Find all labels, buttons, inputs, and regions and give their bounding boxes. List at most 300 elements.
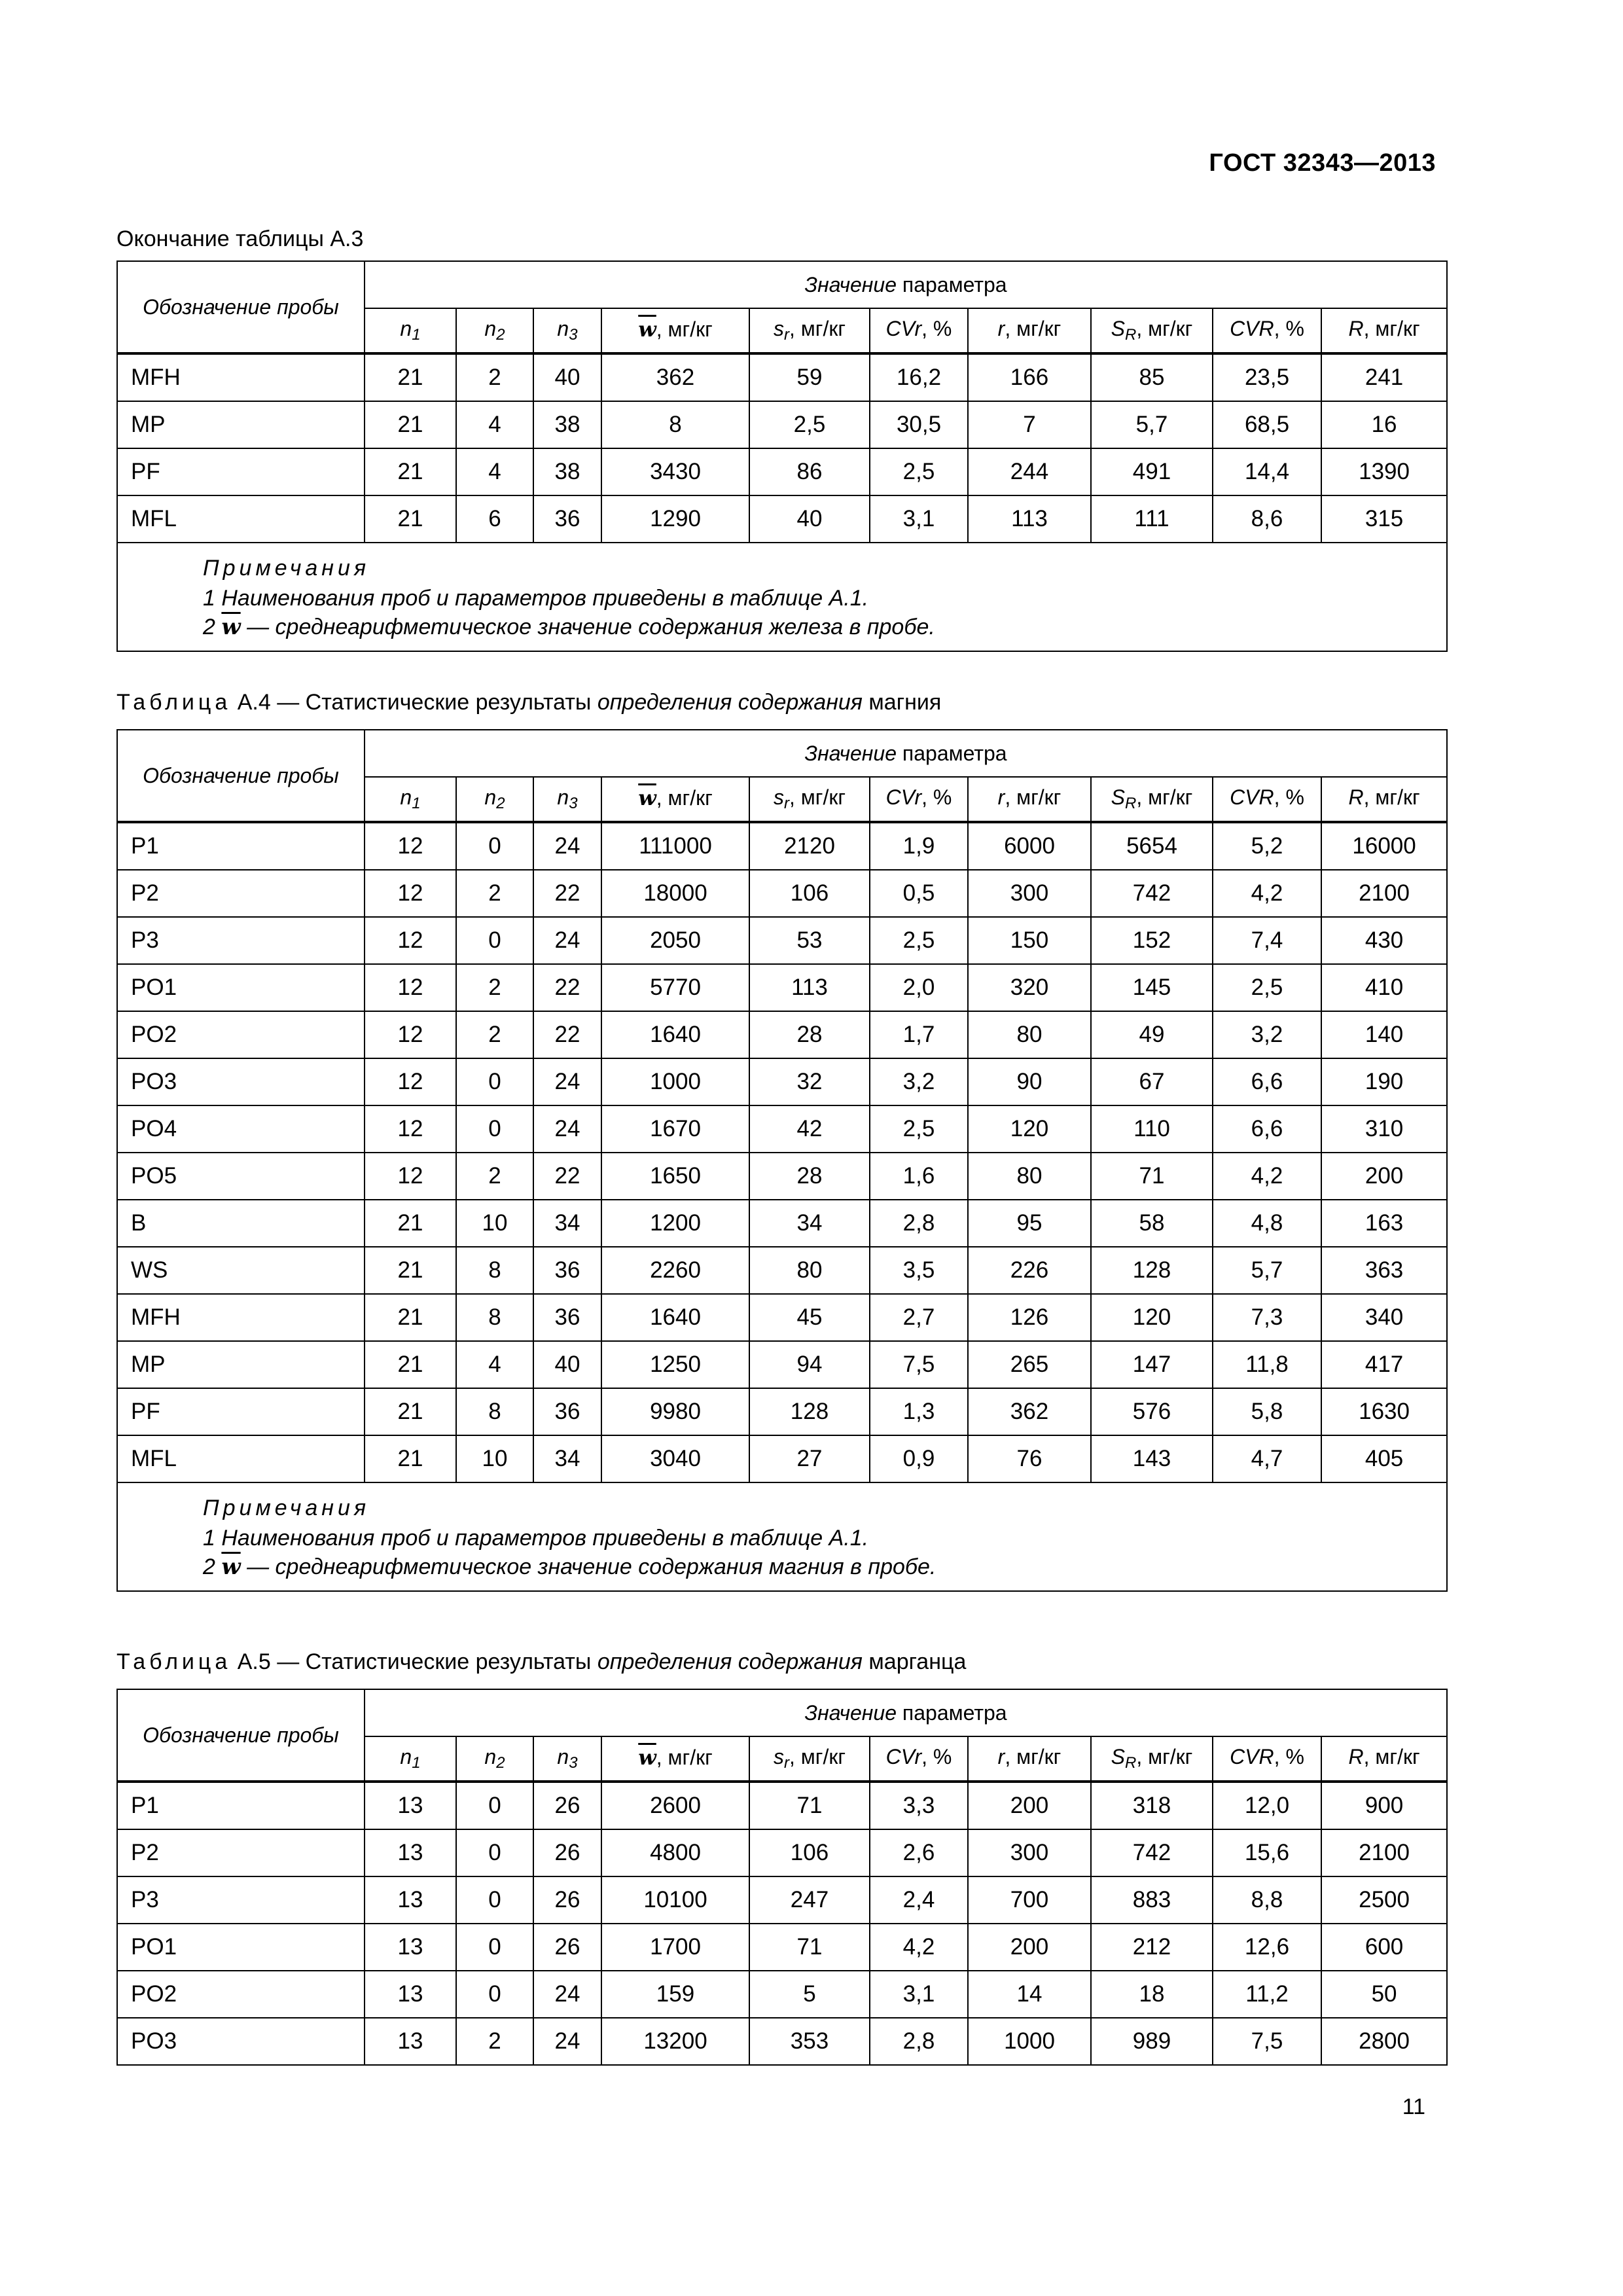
table-row (117, 401, 1447, 448)
value-cell-n2: 0 (456, 1971, 533, 2018)
table-row (117, 1924, 1447, 1971)
value-cell-sr: 152 (1091, 917, 1213, 964)
value-cell-n1: 12 (365, 870, 456, 917)
value-cell-r: 226 (968, 1247, 1091, 1294)
value-cell-cvr: 4,2 (870, 1924, 968, 1971)
value-cell-cvr: 1,9 (870, 822, 968, 870)
value-cell-sr: 212 (1091, 1924, 1213, 1971)
value-cell-n2: 2 (456, 1011, 533, 1058)
value-cell-r: 120 (968, 1105, 1091, 1153)
value-cell-n2: 2 (456, 964, 533, 1011)
value-cell-n1: 13 (365, 1924, 456, 1971)
table-row (117, 1105, 1447, 1153)
value-cell-sr: 318 (1091, 1782, 1213, 1829)
value-cell-n3: 22 (533, 870, 601, 917)
sample-name-cell: PF (117, 1388, 365, 1435)
value-cell-r: 163 (1321, 1200, 1447, 1247)
value-cell-n3: 38 (533, 448, 601, 495)
value-cell-w: 2600 (601, 1782, 749, 1829)
notes-title: Примечания (203, 556, 370, 581)
value-cell-r: 150 (968, 917, 1091, 964)
column-unit: , мг/кг (1005, 785, 1061, 809)
table-row (117, 822, 1447, 870)
table-a5-caption (116, 1649, 966, 1675)
column-unit: , мг/кг (1005, 1745, 1061, 1768)
note-2 (203, 613, 1446, 641)
table-row (117, 1247, 1447, 1294)
value-cell-r: 2100 (1321, 870, 1447, 917)
column-symbol: r (997, 1745, 1005, 1768)
value-cell-n3: 34 (533, 1200, 601, 1247)
column-subscript: 1 (412, 326, 421, 344)
column-unit: , мг/кг (1363, 785, 1420, 809)
column-symbol: n (400, 317, 412, 340)
value-cell-cvr: 4,8 (1213, 1200, 1321, 1247)
value-cell-cvr: 3,5 (870, 1247, 968, 1294)
value-cell-r: 6000 (968, 822, 1091, 870)
value-cell-w: 1650 (601, 1153, 749, 1200)
column-symbol: n (557, 1745, 569, 1768)
column-header-cvr (870, 1736, 968, 1782)
value-cell-sr: 28 (749, 1011, 870, 1058)
column-unit: , мг/кг (789, 1745, 846, 1768)
value-cell-r: 600 (1321, 1924, 1447, 1971)
value-cell-n3: 24 (533, 917, 601, 964)
sample-name-cell: MP (117, 401, 365, 448)
value-cell-n2: 0 (456, 822, 533, 870)
value-cell-sr: 18 (1091, 1971, 1213, 2018)
value-cell-sr: 5 (749, 1971, 870, 2018)
value-cell-cvr: 2,6 (870, 1829, 968, 1876)
value-cell-w: 13200 (601, 2018, 749, 2065)
value-cell-n3: 26 (533, 1876, 601, 1924)
parameter-group-header (365, 730, 1447, 777)
value-cell-r: 140 (1321, 1011, 1447, 1058)
value-cell-cvr: 16,2 (870, 353, 968, 401)
sample-name-cell: PO2 (117, 1971, 365, 2018)
value-cell-cvr: 0,9 (870, 1435, 968, 1482)
column-header-cvr (1213, 777, 1321, 822)
notes-row (117, 543, 1447, 651)
column-symbol: CVr (885, 317, 922, 340)
table-a5 (116, 1689, 1448, 2066)
sample-name-cell: MFL (117, 495, 365, 543)
value-cell-w: 3430 (601, 448, 749, 495)
value-cell-cvr: 4,7 (1213, 1435, 1321, 1482)
value-cell-n3: 36 (533, 495, 601, 543)
value-cell-n2: 0 (456, 1876, 533, 1924)
caption-table-word: Таблица (116, 690, 232, 715)
sample-name-cell: MFH (117, 353, 365, 401)
table-row (117, 1435, 1447, 1482)
header-row (117, 730, 1447, 777)
value-cell-r: 244 (968, 448, 1091, 495)
value-cell-sr: 67 (1091, 1058, 1213, 1105)
value-cell-r: 410 (1321, 964, 1447, 1011)
sample-name-cell: PO4 (117, 1105, 365, 1153)
value-cell-sr: 576 (1091, 1388, 1213, 1435)
value-cell-r: 900 (1321, 1782, 1447, 1829)
column-header-w (601, 1736, 749, 1782)
table-row (117, 495, 1447, 543)
value-cell-sr: 106 (749, 1829, 870, 1876)
note-2-text: — среднеарифметическое значение содержания железа в пробе. (240, 615, 935, 639)
value-cell-r: 200 (968, 1924, 1091, 1971)
value-cell-cvr: 7,5 (870, 1341, 968, 1388)
column-symbol: r (997, 317, 1005, 340)
sample-name-cell: P1 (117, 1782, 365, 1829)
value-cell-n3: 40 (533, 353, 601, 401)
value-cell-n3: 40 (533, 1341, 601, 1388)
table-notes (117, 1482, 1447, 1591)
column-unit: , мг/кг (656, 785, 713, 810)
note-2-number: 2 (203, 1554, 215, 1579)
value-cell-w: 9980 (601, 1388, 749, 1435)
column-unit: , % (921, 1745, 952, 1768)
value-cell-w: 5770 (601, 964, 749, 1011)
table-row (117, 1294, 1447, 1341)
value-cell-n2: 10 (456, 1200, 533, 1247)
column-subscript: 1 (412, 795, 421, 812)
table-row (117, 1876, 1447, 1924)
value-cell-r: 166 (968, 353, 1091, 401)
value-cell-cvr: 11,2 (1213, 1971, 1321, 2018)
value-cell-r: 340 (1321, 1294, 1447, 1341)
value-cell-sr: 147 (1091, 1341, 1213, 1388)
column-unit: , % (1274, 1745, 1304, 1768)
caption-italic: определения содержания (597, 690, 863, 715)
value-cell-cvr: 12,6 (1213, 1924, 1321, 1971)
column-symbol: s (773, 785, 784, 809)
column-symbol: n (400, 785, 412, 809)
caption-number: А.4 — Статистические результаты (231, 690, 597, 715)
value-cell-cvr: 2,5 (870, 1105, 968, 1153)
value-cell-w: 1290 (601, 495, 749, 543)
value-cell-cvr: 4,2 (1213, 1153, 1321, 1200)
value-cell-n1: 21 (365, 1341, 456, 1388)
column-header-n3 (533, 777, 601, 822)
column-unit: , мг/кг (656, 1745, 713, 1769)
value-cell-n2: 2 (456, 353, 533, 401)
value-cell-cvr: 23,5 (1213, 353, 1321, 401)
value-cell-sr: 5,7 (1091, 401, 1213, 448)
value-cell-sr: 145 (1091, 964, 1213, 1011)
sample-name-cell: B (117, 1200, 365, 1247)
sample-header: Обозначение пробы (117, 730, 365, 822)
value-cell-n2: 6 (456, 495, 533, 543)
value-cell-n1: 21 (365, 495, 456, 543)
value-cell-n3: 24 (533, 1105, 601, 1153)
column-header-n2 (456, 308, 533, 353)
column-symbol: R (1348, 317, 1364, 340)
value-cell-w: 1640 (601, 1294, 749, 1341)
value-cell-n2: 0 (456, 1924, 533, 1971)
value-cell-r: 95 (968, 1200, 1091, 1247)
value-cell-w: 1000 (601, 1058, 749, 1105)
table-a3 (116, 260, 1448, 652)
column-header-r (1321, 308, 1447, 353)
value-cell-n3: 22 (533, 1153, 601, 1200)
sample-name-cell: WS (117, 1247, 365, 1294)
value-cell-n2: 2 (456, 870, 533, 917)
column-subscript: R (1124, 1754, 1137, 1772)
column-symbol: s (773, 1745, 784, 1768)
value-cell-cvr: 8,6 (1213, 495, 1321, 543)
column-unit: , мг/кг (656, 317, 713, 341)
value-cell-r: 300 (968, 870, 1091, 917)
value-cell-cvr: 15,6 (1213, 1829, 1321, 1876)
value-cell-sr: 883 (1091, 1876, 1213, 1924)
sample-name-cell: P1 (117, 822, 365, 870)
value-cell-r: 1390 (1321, 448, 1447, 495)
column-header-n1 (365, 308, 456, 353)
value-cell-sr: 120 (1091, 1294, 1213, 1341)
sample-name-cell: PO2 (117, 1011, 365, 1058)
table-row (117, 1200, 1447, 1247)
table-row (117, 448, 1447, 495)
header-row (117, 261, 1447, 308)
value-cell-n1: 13 (365, 2018, 456, 2065)
column-header-n2 (456, 1736, 533, 1782)
value-cell-n3: 22 (533, 964, 601, 1011)
sample-header: Обозначение пробы (117, 1689, 365, 1782)
column-subscript: 3 (569, 326, 578, 344)
value-cell-sr: 28 (749, 1153, 870, 1200)
value-cell-r: 14 (968, 1971, 1091, 2018)
value-cell-sr: 989 (1091, 2018, 1213, 2065)
value-cell-n1: 12 (365, 1105, 456, 1153)
value-cell-cvr: 5,2 (1213, 822, 1321, 870)
table-row (117, 870, 1447, 917)
column-symbol: $\overline{w}$ (638, 1744, 656, 1770)
notes-row (117, 1482, 1447, 1591)
value-cell-r: 1630 (1321, 1388, 1447, 1435)
value-cell-r: 362 (968, 1388, 1091, 1435)
column-symbol: CVR (1230, 317, 1274, 340)
group-rest: параметра (897, 741, 1007, 765)
column-unit: , % (921, 785, 952, 809)
value-cell-r: 90 (968, 1058, 1091, 1105)
value-cell-sr: 40 (749, 495, 870, 543)
column-symbol: $\overline{w}$ (638, 785, 656, 810)
column-unit: , мг/кг (1363, 317, 1420, 340)
caption-end: магния (862, 690, 942, 715)
value-cell-n1: 12 (365, 917, 456, 964)
column-subscript: 2 (496, 795, 505, 812)
header-row (117, 1689, 1447, 1736)
sample-name-cell: MFH (117, 1294, 365, 1341)
note-2-symbol: $\overline{w}$ (221, 1554, 241, 1580)
value-cell-n1: 21 (365, 448, 456, 495)
value-cell-n1: 13 (365, 1782, 456, 1829)
column-unit: , % (921, 317, 952, 340)
value-cell-sr: 59 (749, 353, 870, 401)
column-subscript: 3 (569, 1754, 578, 1772)
value-cell-w: 1250 (601, 1341, 749, 1388)
value-cell-w: 10100 (601, 1876, 749, 1924)
value-cell-w: 362 (601, 353, 749, 401)
group-rest: параметра (897, 272, 1007, 296)
value-cell-n2: 2 (456, 1153, 533, 1200)
column-unit: , % (1274, 785, 1304, 809)
value-cell-n1: 13 (365, 1829, 456, 1876)
value-cell-cvr: 6,6 (1213, 1058, 1321, 1105)
value-cell-r: 16 (1321, 401, 1447, 448)
column-header-n1 (365, 1736, 456, 1782)
column-header-w (601, 777, 749, 822)
column-header-sr (749, 777, 870, 822)
value-cell-n2: 4 (456, 401, 533, 448)
value-cell-n1: 12 (365, 1153, 456, 1200)
value-cell-cvr: 2,5 (870, 448, 968, 495)
column-subscript: r (783, 1754, 789, 1772)
value-cell-sr: 71 (1091, 1153, 1213, 1200)
column-symbol: $\overline{w}$ (638, 316, 656, 342)
value-cell-cvr: 3,2 (1213, 1011, 1321, 1058)
value-cell-n3: 24 (533, 822, 601, 870)
sample-name-cell: MP (117, 1341, 365, 1388)
value-cell-n1: 21 (365, 1388, 456, 1435)
value-cell-sr: 742 (1091, 1829, 1213, 1876)
value-cell-r: 430 (1321, 917, 1447, 964)
sample-header: Обозначение пробы (117, 261, 365, 353)
value-cell-sr: 58 (1091, 1200, 1213, 1247)
table-row (117, 1388, 1447, 1435)
value-cell-r: 320 (968, 964, 1091, 1011)
sample-name-cell: PF (117, 448, 365, 495)
value-cell-cvr: 12,0 (1213, 1782, 1321, 1829)
column-symbol: s (773, 317, 784, 340)
value-cell-n3: 34 (533, 1435, 601, 1482)
note-2 (203, 1552, 1446, 1581)
value-cell-sr: 85 (1091, 353, 1213, 401)
sample-name-cell: P3 (117, 1876, 365, 1924)
column-header-sr (1091, 308, 1213, 353)
column-symbol: n (484, 1745, 497, 1768)
group-rest: параметра (897, 1700, 1007, 1725)
value-cell-sr: 5654 (1091, 822, 1213, 870)
document-id: ГОСТ 32343—2013 (1209, 149, 1436, 177)
value-cell-w: 1200 (601, 1200, 749, 1247)
value-cell-sr: 49 (1091, 1011, 1213, 1058)
sample-name-cell: PO3 (117, 1058, 365, 1105)
value-cell-sr: 86 (749, 448, 870, 495)
value-cell-r: 310 (1321, 1105, 1447, 1153)
value-cell-n3: 26 (533, 1829, 601, 1876)
sample-name-cell: MFL (117, 1435, 365, 1482)
value-cell-r: 200 (968, 1782, 1091, 1829)
value-cell-sr: 2120 (749, 822, 870, 870)
caption-italic: определения содержания (597, 1649, 863, 1674)
column-symbol: R (1348, 1745, 1364, 1768)
value-cell-cvr: 4,2 (1213, 870, 1321, 917)
value-cell-n2: 0 (456, 917, 533, 964)
value-cell-n1: 13 (365, 1971, 456, 2018)
value-cell-r: 50 (1321, 1971, 1447, 2018)
value-cell-r: 241 (1321, 353, 1447, 401)
group-italic: Значение (804, 741, 897, 765)
value-cell-n2: 0 (456, 1105, 533, 1153)
value-cell-n2: 4 (456, 1341, 533, 1388)
value-cell-w: 1640 (601, 1011, 749, 1058)
column-symbol: CVr (885, 785, 922, 809)
value-cell-n2: 0 (456, 1829, 533, 1876)
value-cell-sr: 94 (749, 1341, 870, 1388)
column-header-n1 (365, 777, 456, 822)
column-unit: , мг/кг (789, 317, 846, 340)
value-cell-cvr: 0,5 (870, 870, 968, 917)
table-row (117, 917, 1447, 964)
value-cell-cvr: 3,3 (870, 1782, 968, 1829)
note-1: 1 Наименования проб и параметров приведены в таблице А.1. (203, 1526, 869, 1551)
value-cell-w: 2050 (601, 917, 749, 964)
column-subscript: r (783, 795, 789, 812)
value-cell-n1: 12 (365, 1011, 456, 1058)
column-symbol: r (997, 785, 1005, 809)
value-cell-sr: 106 (749, 870, 870, 917)
value-cell-n3: 24 (533, 2018, 601, 2065)
value-cell-cvr: 1,7 (870, 1011, 968, 1058)
value-cell-sr: 80 (749, 1247, 870, 1294)
column-symbol: S (1111, 1745, 1125, 1768)
value-cell-n2: 8 (456, 1294, 533, 1341)
value-cell-n3: 36 (533, 1247, 601, 1294)
sample-name-cell: PO3 (117, 2018, 365, 2065)
value-cell-r: 315 (1321, 495, 1447, 543)
column-symbol: n (557, 317, 569, 340)
value-cell-n2: 8 (456, 1247, 533, 1294)
value-cell-cvr: 1,6 (870, 1153, 968, 1200)
value-cell-cvr: 2,5 (870, 917, 968, 964)
value-cell-n2: 8 (456, 1388, 533, 1435)
value-cell-r: 190 (1321, 1058, 1447, 1105)
value-cell-cvr: 7,5 (1213, 2018, 1321, 2065)
table-row (117, 1153, 1447, 1200)
value-cell-n3: 26 (533, 1924, 601, 1971)
value-cell-n3: 24 (533, 1058, 601, 1105)
value-cell-cvr: 5,8 (1213, 1388, 1321, 1435)
value-cell-r: 80 (968, 1011, 1091, 1058)
column-unit: , % (1274, 317, 1304, 340)
value-cell-n3: 24 (533, 1971, 601, 2018)
value-cell-cvr: 2,0 (870, 964, 968, 1011)
value-cell-r: 2800 (1321, 2018, 1447, 2065)
column-header-cvr (870, 308, 968, 353)
value-cell-cvr: 2,7 (870, 1294, 968, 1341)
table-a3-caption: Окончание таблицы А.3 (116, 226, 364, 251)
value-cell-r: 417 (1321, 1341, 1447, 1388)
value-cell-cvr: 2,4 (870, 1876, 968, 1924)
value-cell-cvr: 11,8 (1213, 1341, 1321, 1388)
column-header-sr (749, 308, 870, 353)
column-subscript: R (1124, 326, 1137, 344)
note-1: 1 Наименования проб и параметров приведены в таблице А.1. (203, 586, 869, 611)
table-row (117, 964, 1447, 1011)
value-cell-n2: 10 (456, 1435, 533, 1482)
sample-name-cell: P2 (117, 1829, 365, 1876)
column-header-sr (1091, 777, 1213, 822)
sample-name-cell: PO1 (117, 1924, 365, 1971)
group-italic: Значение (804, 272, 897, 296)
column-subscript: 3 (569, 795, 578, 812)
value-cell-n1: 13 (365, 1876, 456, 1924)
value-cell-r: 7 (968, 401, 1091, 448)
value-cell-w: 3040 (601, 1435, 749, 1482)
value-cell-sr: 71 (749, 1924, 870, 1971)
value-cell-sr: 491 (1091, 448, 1213, 495)
table-notes (117, 543, 1447, 651)
value-cell-cvr: 2,5 (1213, 964, 1321, 1011)
